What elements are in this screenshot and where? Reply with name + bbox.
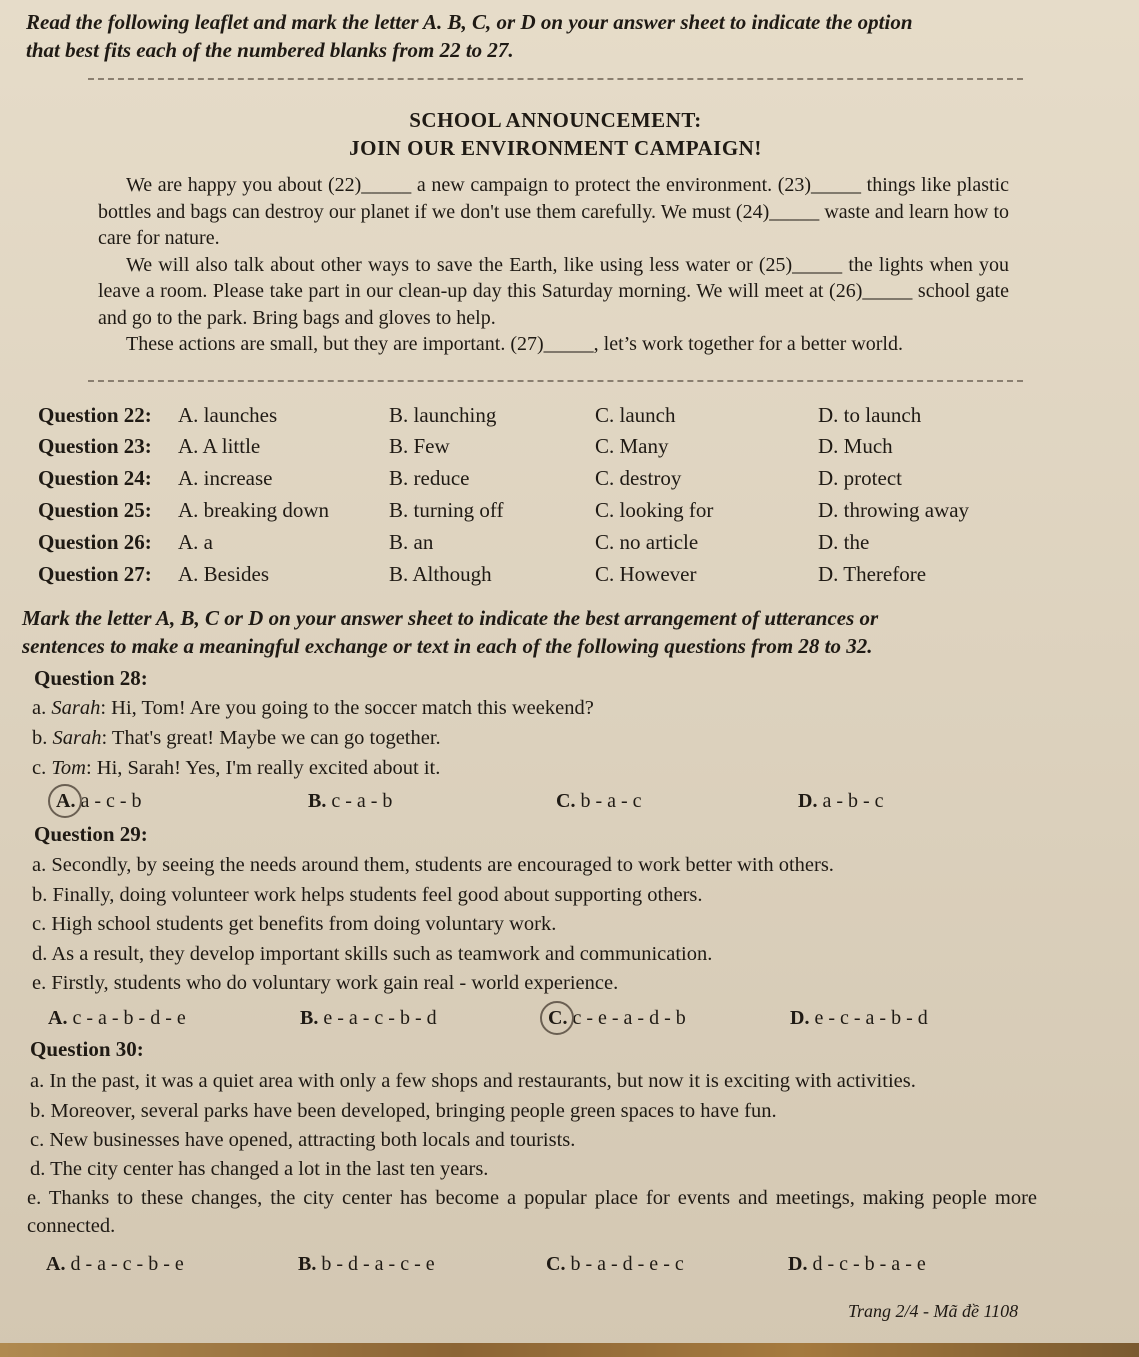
answer-option-b (298, 1249, 435, 1279)
answer-option-c (546, 1249, 684, 1279)
leaflet-paragraph (98, 172, 1009, 252)
sentence: d. The city center has changed a lot in the last ten years. (30, 1158, 489, 1180)
leaflet-paragraph-text: These actions are small, but they are important. (27)_____, let’s work together for a better world. (126, 333, 903, 355)
answer-option-b (308, 786, 392, 816)
option-order: e - c - a - b - d (809, 1007, 928, 1029)
option-letter: C. (546, 1253, 566, 1275)
answer-option-c (556, 786, 642, 816)
option-b: B. turning off (389, 498, 504, 522)
option-b: B. an (389, 530, 434, 554)
option-order: d - c - b - a - e (807, 1253, 926, 1275)
instructions-line: that best fits each of the numbered blanks from 22 to 27. (26, 38, 514, 62)
option-order: b - a - c (575, 790, 642, 812)
option-c: C. looking for (595, 498, 714, 522)
circle-mark-icon (540, 1001, 574, 1035)
option-letter: B. (300, 1007, 319, 1029)
option-letter: D. (798, 790, 818, 812)
option-letter: B. (308, 790, 327, 812)
sentence: d. As a result, they develop important skills such as teamwork and communication. (32, 943, 713, 965)
option-order: d - a - c - b - e (65, 1253, 184, 1275)
sentence: c. High school students get benefits from doing voluntary work. (32, 913, 557, 935)
sentence: c. New businesses have opened, attracting both locals and tourists. (30, 1129, 576, 1151)
line-text: : That's great! Maybe we can go together. (101, 727, 441, 749)
answer-option-d (790, 1003, 928, 1033)
instructions-line: Mark the letter A, B, C or D on your answer sheet to indicate the best arrangement of utterances or (22, 606, 879, 630)
option-d: D. Much (818, 434, 893, 458)
option-order: c - a - b - d - e (67, 1007, 186, 1029)
answer-option-a (48, 1003, 186, 1033)
option-order: c - e - a - d - b (567, 1007, 686, 1029)
option-b: B. Few (389, 434, 450, 458)
question-row (38, 527, 1098, 557)
instructions-part1 (26, 8, 1106, 64)
leaflet (88, 78, 1023, 382)
sentence: a. In the past, it was a quiet area with only a few shops and restaurants, but now it is exciting with activities. (30, 1070, 916, 1092)
question-label: Question 24: (38, 466, 152, 490)
speaker-name: Sarah (51, 697, 101, 719)
sentence: e. Firstly, students who do voluntary work gain real - world experience. (32, 972, 619, 994)
answer-option-a (56, 786, 142, 816)
circle-mark-icon (48, 784, 82, 818)
answer-option-d (798, 786, 884, 816)
page-footer: Trang 2/4 - Mã đề 1108 (848, 1301, 1019, 1321)
question-row (38, 431, 1098, 461)
question-title: Question 28: (34, 666, 148, 690)
answer-option-b (300, 1003, 437, 1033)
option-a: A. increase (178, 466, 273, 490)
option-d: D. Therefore (818, 562, 927, 586)
sentence: b. Finally, doing volunteer work helps students feel good about supporting others. (32, 884, 703, 906)
option-a: A. a (178, 530, 213, 554)
question-label: Question 23: (38, 434, 152, 458)
answer-options (56, 786, 1056, 816)
option-order: b - a - d - e - c (565, 1253, 684, 1275)
answer-options (48, 1003, 1048, 1033)
option-letter: D. (788, 1253, 808, 1275)
line-prefix: b. (32, 727, 53, 749)
leaflet-paragraph (98, 331, 1009, 358)
dialogue-line (32, 724, 1092, 752)
speaker-name: Tom (51, 757, 86, 779)
option-order: a - c - b (75, 790, 142, 812)
option-letter: C. (556, 790, 576, 812)
option-b: B. launching (389, 403, 497, 427)
question-row (38, 400, 1098, 430)
answer-options (46, 1249, 1046, 1279)
sentence: b. Moreover, several parks have been developed, bringing people green spaces to have fun. (30, 1100, 777, 1122)
option-order: b - d - a - c - e (316, 1253, 435, 1275)
line-prefix: a. (32, 697, 52, 719)
question-label: Question 22: (38, 403, 152, 427)
option-c: C. However (595, 562, 697, 586)
question-row (38, 559, 1098, 589)
option-a: A. launches (178, 403, 278, 427)
option-letter: B. (298, 1253, 317, 1275)
option-letter: A. (56, 790, 76, 812)
option-c: C. launch (595, 403, 676, 427)
option-b: B. reduce (389, 466, 470, 490)
line-text: : Hi, Sarah! Yes, I'm really excited about it. (85, 757, 441, 779)
speaker-name: Sarah (52, 727, 102, 749)
sentence: e. Thanks to these changes, the city center has become a popular place for events and meetings, making people more connected. (27, 1187, 1037, 1237)
option-c: C. no article (595, 530, 699, 554)
instructions-part2 (22, 604, 1122, 660)
line-prefix: c. (32, 757, 52, 779)
question-label: Question 26: (38, 530, 152, 554)
answer-option-a (46, 1249, 184, 1279)
option-letter: C. (548, 1007, 568, 1029)
leaflet-paragraph-text: We will also talk about other ways to save the Earth, like using less water or (25)_____ the lights when you leave a room. Please take part in our clean-up day this Saturday morning. We will meet at (26)_____ school gate and go to the park. Bring bags and gloves to help. (98, 253, 1009, 329)
leaflet-subtitle: JOIN OUR ENVIRONMENT CAMPAIGN! (349, 136, 762, 160)
answer-option-c (548, 1003, 686, 1033)
option-order: e - a - c - b - d (318, 1007, 437, 1029)
answer-option-d (788, 1249, 926, 1279)
option-d: D. protect (818, 466, 902, 490)
leaflet-title: SCHOOL ANNOUNCEMENT: (409, 108, 702, 132)
option-c: C. Many (595, 434, 669, 458)
line-text: : Hi, Tom! Are you going to the soccer match this weekend? (100, 697, 594, 719)
question-label: Question 27: (38, 562, 152, 586)
option-order: a - b - c (817, 790, 884, 812)
instructions-line: sentences to make a meaningful exchange or text in each of the following questions from 28 to 32. (22, 634, 873, 658)
question-row (38, 495, 1098, 525)
question-label: Question 25: (38, 498, 152, 522)
option-d: D. the (818, 530, 870, 554)
option-a: A. Besides (178, 562, 269, 586)
option-a: A. A little (178, 434, 261, 458)
option-c: C. destroy (595, 466, 682, 490)
instructions-line: Read the following leaflet and mark the letter A. B, C, or D on your answer sheet to indicate the option (26, 10, 913, 34)
dialogue-line (32, 694, 1092, 722)
option-b: B. Although (389, 562, 492, 586)
sentence: a. Secondly, by seeing the needs around them, students are encouraged to work better with others. (32, 854, 834, 876)
leaflet-paragraph-text: We are happy you about (22)_____ a new campaign to protect the environment. (23)_____ things like plastic bottles and bags can destroy our planet if we don't use them carefully. We must (24)_____ waste and learn how to care for nature. (98, 174, 1009, 249)
question-title: Question 29: (34, 822, 148, 846)
dialogue-line (32, 754, 1092, 782)
desk-edge (0, 1343, 1139, 1357)
option-letter: D. (790, 1007, 810, 1029)
option-d: D. to launch (818, 403, 922, 427)
option-letter: A. (46, 1253, 66, 1275)
question-title: Question 30: (30, 1037, 144, 1061)
option-d: D. throwing away (818, 498, 970, 522)
option-a: A. breaking down (178, 498, 330, 522)
option-letter: A. (48, 1007, 68, 1029)
question-row (38, 463, 1098, 493)
leaflet-paragraph (98, 252, 1009, 332)
option-order: c - a - b (326, 790, 393, 812)
